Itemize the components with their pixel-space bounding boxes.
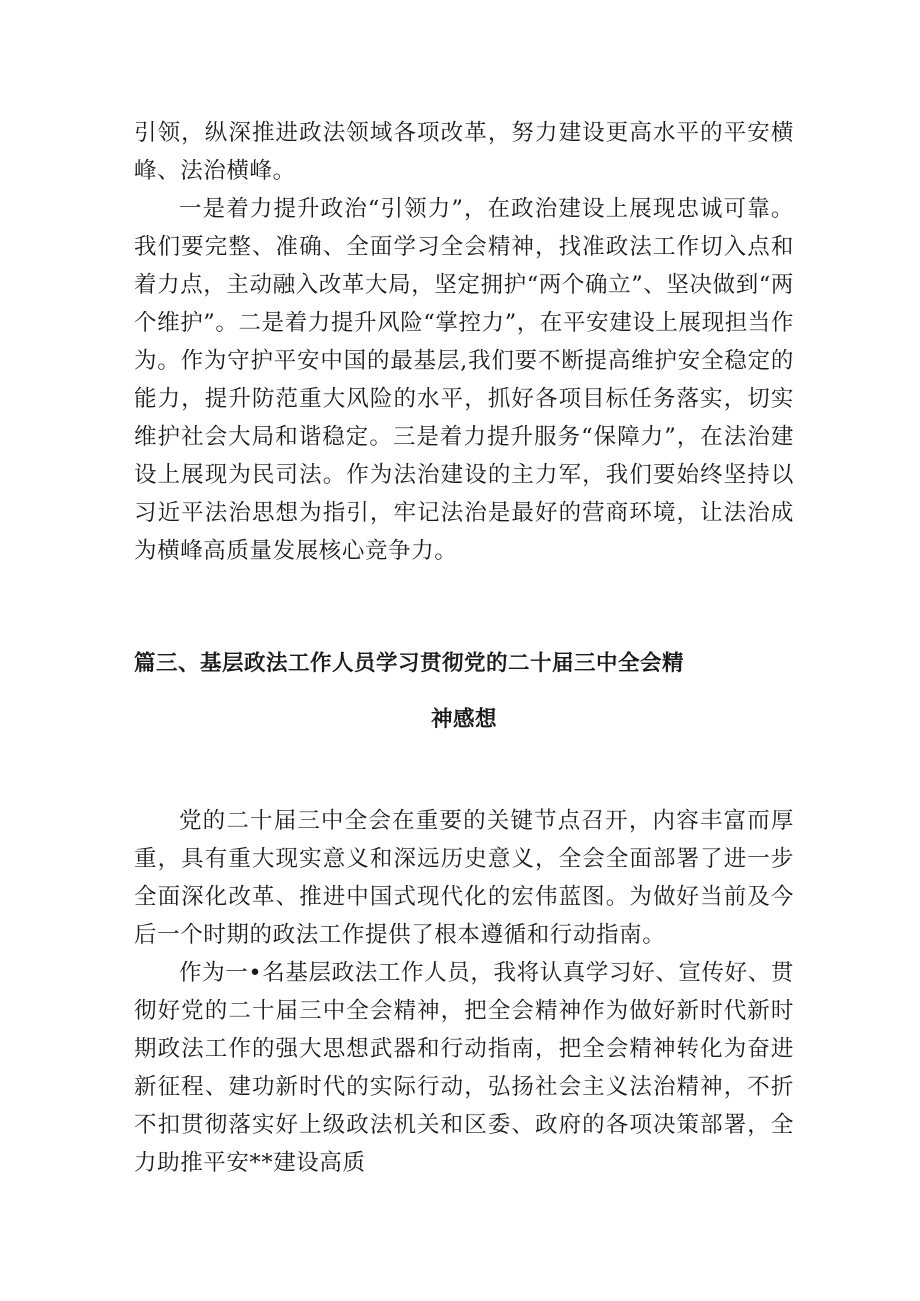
personal-commitment-paragraph: 作为一•名基层政法工作人员，我将认真学习好、宣传好、贯彻好党的二十届三中全会精神，把全会精神作为做好新时代新时期政法工作的强大思想武器和行动指南，把全会精神转化为奋进新征程、建功新时代的实际行动，弘扬社会主义法治精神，不折不扣贯彻落实好上级政法机关和区委、政府的各项决策部署，全力助推平安**建设高质: [134, 960, 794, 1176]
section-heading-line1: 篇三、基层政法工作人员学习贯彻党的二十届三中全会精: [134, 651, 685, 676]
section-heading-line2: 神感想: [430, 707, 497, 732]
three-points-paragraph: 一是着力提升政治“引领力”，在政治建设上展现忠诚可靠。我们要完整、准确、全面学习全会精神，找准政法工作切入点和着力点，主动融入改革大局，坚定拥护“两个确立”、坚决做到“两个维护”。二是着力提升风险“掌控力”，在平安建设上展现担当作为。作为守护平安中国的最基层,我们要不断提高维护安全稳定的能力，提升防范重大风险的水平，抓好各项目标任务落实，切实维护社会大局和谐稳定。三是着力提升服务“保障力”，在法治建设上展现为民司法。作为法治建设的主力军，我们要始终坚持以习近平法治思想为指引，牢记法治是最好的营商环境，让法治成为横峰高质量发展核心竞争力。: [134, 196, 795, 564]
plenum-intro-paragraph: 党的二十届三中全会在重要的关键节点召开，内容丰富而厚重，具有重大现实意义和深远历史意义，全会全面部署了进一步全面深化改革、推进中国式现代化的宏伟蓝图。为做好当前及今后一个时期的政法工作提供了根本遵循和行动指南。: [134, 808, 794, 948]
continued-paragraph: 引领，纵深推进政法领域各项改革，努力建设更高水平的平安横峰、法治横峰。: [134, 120, 794, 184]
